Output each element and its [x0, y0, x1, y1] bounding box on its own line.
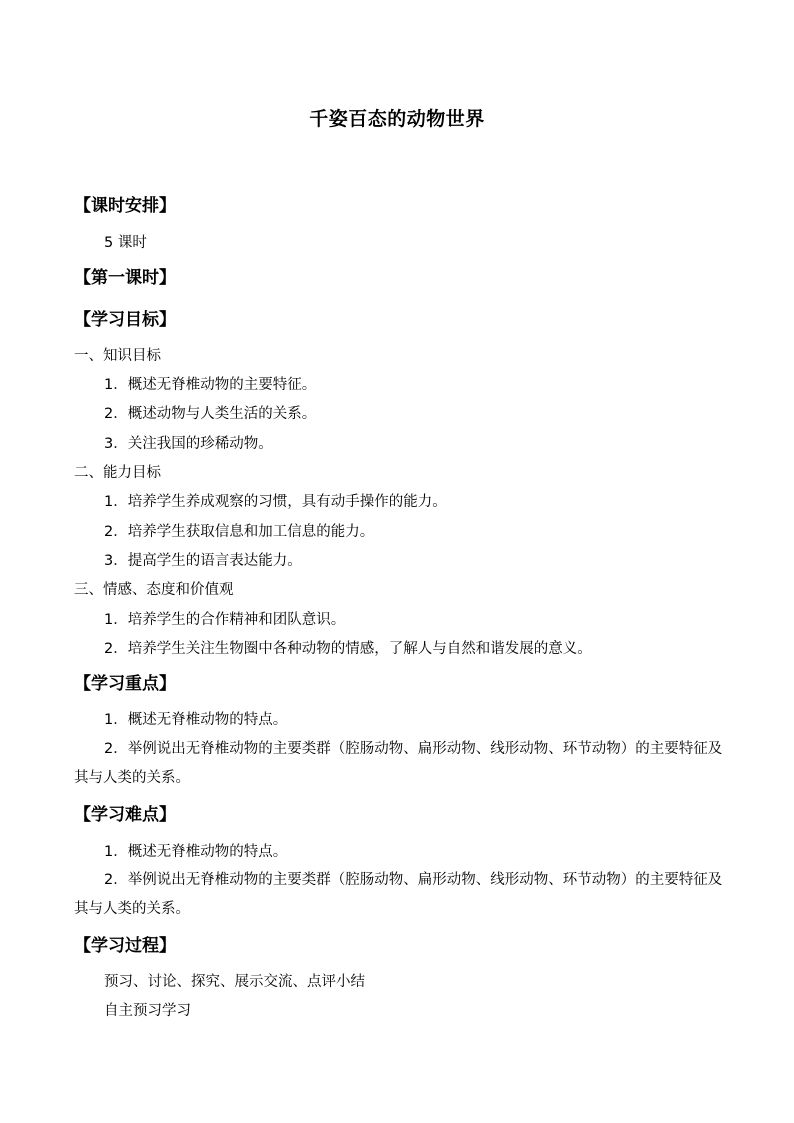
schedule-text: 5 课时 [104, 235, 147, 251]
process-text: 预习、讨论、探究、展示交流、点评小结 [104, 974, 365, 990]
knowledge-goal-item: 2．概述动物与人类生活的关系。 [104, 406, 317, 422]
emotion-goal-item: 1．培养学生的合作精神和团队意识。 [104, 612, 346, 628]
lesson1-heading: 【第一课时】 [74, 268, 176, 288]
key-point-item: 1．概述无脊椎动物的特点。 [104, 712, 288, 728]
goals-heading: 【学习目标】 [74, 310, 176, 330]
ability-goals-label: 二、能力目标 [74, 465, 161, 481]
emotion-goals-label: 三、情感、态度和价值观 [74, 582, 234, 598]
difficulty-item: 1．概述无脊椎动物的特点。 [104, 844, 288, 860]
knowledge-goal-item: 1．概述无脊椎动物的主要特征。 [104, 377, 317, 393]
knowledge-goal-item: 3．关注我国的珍稀动物。 [104, 436, 273, 452]
process-subtext: 自主预习学习 [104, 1003, 191, 1019]
process-heading: 【学习过程】 [74, 936, 176, 956]
key-point-item: 2．举例说出无脊椎动物的主要类群（腔肠动物、扁形动物、线形动物、环节动物）的主要特征及其与人类的关系。 [74, 741, 723, 786]
difficulties-heading: 【学习难点】 [74, 805, 176, 825]
ability-goal-item: 2．培养学生获取信息和加工信息的能力。 [104, 524, 375, 540]
schedule-heading: 【课时安排】 [74, 196, 176, 216]
document-title: 千姿百态的动物世界 [309, 108, 485, 130]
ability-goal-item: 1．培养学生养成观察的习惯，具有动手操作的能力。 [104, 494, 447, 510]
ability-goal-item: 3．提高学生的语言表达能力。 [104, 553, 302, 569]
difficulty-item: 2．举例说出无脊椎动物的主要类群（腔肠动物、扁形动物、线形动物、环节动物）的主要特征及其与人类的关系。 [74, 872, 723, 917]
knowledge-goals-label: 一、知识目标 [74, 348, 161, 364]
key-points-heading: 【学习重点】 [74, 674, 176, 694]
emotion-goal-item: 2．培养学生关注生物圈中各种动物的情感，了解人与自然和谐发展的意义。 [104, 641, 592, 657]
